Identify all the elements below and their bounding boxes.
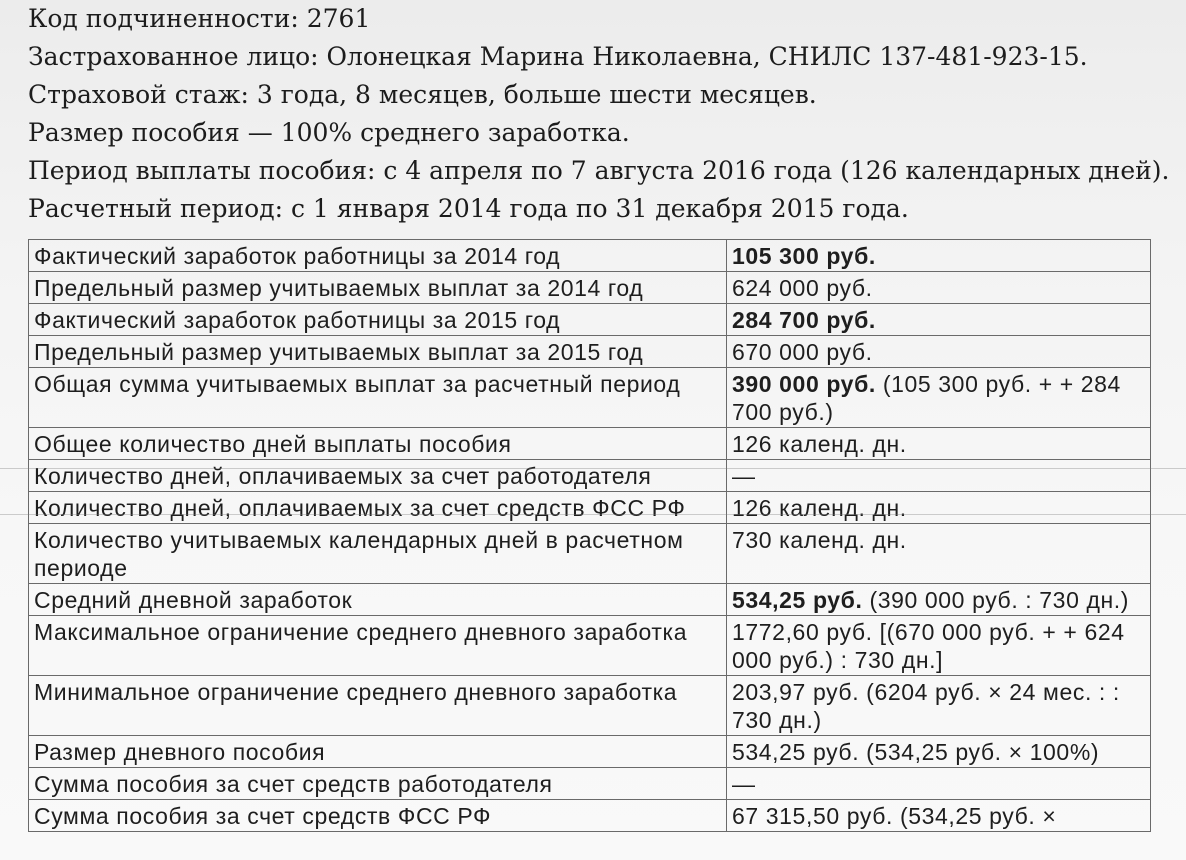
table-row	[29, 460, 1151, 492]
value-detail: 624 000 руб.	[732, 275, 873, 301]
row-label: Количество дней, оплачиваемых за счет средств ФСС РФ	[29, 492, 727, 524]
row-label: Сумма пособия за счет средств работодателя	[29, 768, 727, 800]
table-row	[29, 492, 1151, 524]
table-row	[29, 524, 1151, 584]
insured-person-line: Застрахованное лицо: Олонецкая Марина Николаевна, СНИЛС 137-481-923-15.	[28, 42, 1088, 71]
page-fold-line	[0, 514, 1186, 515]
table-row	[29, 428, 1151, 460]
row-label: Общее количество дней выплаты пособия	[29, 428, 727, 460]
value-detail: 67 315,50 руб. (534,25 руб. ×	[732, 803, 1057, 829]
value-detail: —	[732, 463, 756, 489]
row-label: Размер дневного пособия	[29, 736, 727, 768]
value-detail: 126 календ. дн.	[732, 495, 907, 521]
row-value	[727, 492, 1151, 524]
row-value	[727, 428, 1151, 460]
table-row	[29, 676, 1151, 736]
insurance-record-line: Страховой стаж: 3 года, 8 месяцев, больше шести месяцев.	[28, 80, 817, 109]
table-row	[29, 800, 1151, 832]
row-label: Предельный размер учитываемых выплат за 2014 год	[29, 272, 727, 304]
row-value	[727, 272, 1151, 304]
row-label: Общая сумма учитываемых выплат за расчетный период	[29, 368, 727, 428]
table-row	[29, 336, 1151, 368]
row-value	[727, 584, 1151, 616]
row-label: Предельный размер учитываемых выплат за 2015 год	[29, 336, 727, 368]
row-label: Средний дневной заработок	[29, 584, 727, 616]
benefit-size-line: Размер пособия — 100% среднего заработка.	[28, 118, 630, 147]
document-intro	[28, 0, 1178, 228]
payment-period-line: Период выплаты пособия: с 4 апреля по 7 августа 2016 года (126 календарных дней).	[28, 156, 1170, 185]
table-row	[29, 272, 1151, 304]
row-label: Фактический заработок работницы за 2014 год	[29, 240, 727, 272]
table-row	[29, 368, 1151, 428]
value-detail: 670 000 руб.	[732, 339, 873, 365]
row-value	[727, 304, 1151, 336]
value-bold: 390 000 руб.	[732, 371, 876, 397]
row-label: Фактический заработок работницы за 2015 год	[29, 304, 727, 336]
row-value	[727, 800, 1151, 832]
value-detail: 730 календ. дн.	[732, 527, 907, 553]
row-value	[727, 768, 1151, 800]
table-row	[29, 304, 1151, 336]
table-row	[29, 616, 1151, 676]
subordination-code-line: Код подчиненности: 2761	[28, 4, 371, 33]
row-label: Максимальное ограничение среднего дневного заработка	[29, 616, 727, 676]
row-value	[727, 368, 1151, 428]
value-detail: (390 000 руб. : 730 дн.)	[862, 587, 1130, 613]
table-row	[29, 768, 1151, 800]
table-row	[29, 736, 1151, 768]
row-value	[727, 524, 1151, 584]
calculation-period-line: Расчетный период: с 1 января 2014 года по 31 декабря 2015 года.	[28, 194, 909, 223]
row-value	[727, 460, 1151, 492]
value-detail: 1772,60 руб. [(670 000 руб. + + 624 000 руб.) : 730 дн.]	[732, 619, 1125, 673]
value-detail: 203,97 руб. (6204 руб. × 24 мес. : : 730 дн.)	[732, 679, 1120, 733]
row-label: Количество дней, оплачиваемых за счет работодателя	[29, 460, 727, 492]
value-detail: (105 300 руб. + + 284 700 руб.)	[732, 371, 1121, 425]
value-detail: 126 календ. дн.	[732, 431, 907, 457]
row-label: Количество учитываемых календарных дней в расчетном периоде	[29, 524, 727, 584]
value-detail: 534,25 руб. (534,25 руб. × 100%)	[732, 739, 1100, 765]
row-value	[727, 736, 1151, 768]
row-value	[727, 240, 1151, 272]
benefit-calculation-table	[28, 239, 1151, 832]
table-row	[29, 584, 1151, 616]
row-label: Сумма пособия за счет средств ФСС РФ	[29, 800, 727, 832]
page-fold-line	[0, 468, 1186, 469]
value-detail: —	[732, 771, 756, 797]
row-value	[727, 336, 1151, 368]
row-value	[727, 676, 1151, 736]
value-bold: 284 700 руб.	[732, 307, 876, 333]
value-bold: 534,25 руб.	[732, 587, 863, 613]
row-label: Минимальное ограничение среднего дневного заработка	[29, 676, 727, 736]
row-value	[727, 616, 1151, 676]
value-bold: 105 300 руб.	[732, 243, 876, 269]
table-row	[29, 240, 1151, 272]
